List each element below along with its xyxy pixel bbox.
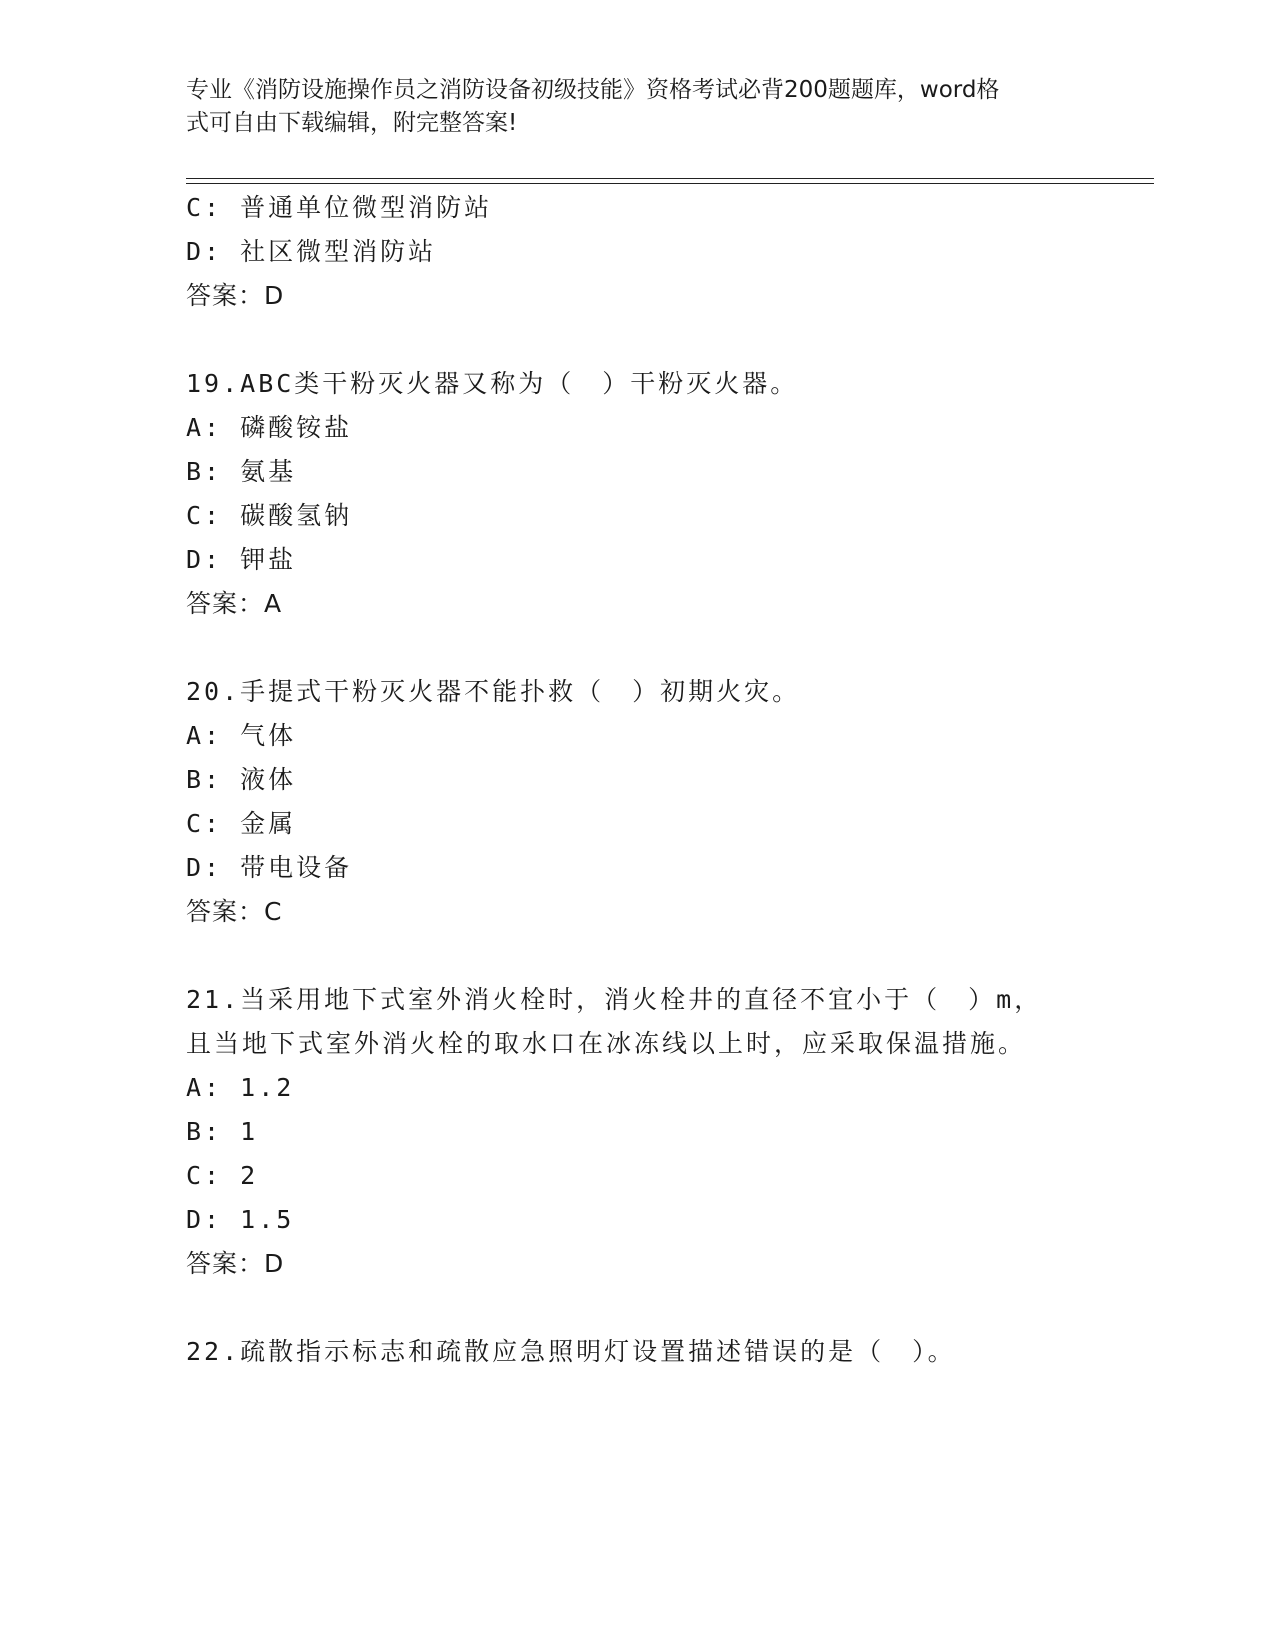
q20-option-d: D: 带电设备	[186, 853, 353, 882]
q21-option-d: D: 1.5	[186, 1205, 295, 1234]
q21-question-line-1: 21.当采用地下式室外消火栓时，消火栓井的直径不宜小于（ ）m，	[186, 985, 1043, 1014]
q19-option-d: D: 钾盐	[186, 545, 297, 574]
q21-option-b: B: 1	[186, 1117, 259, 1146]
q20-answer: 答案：C	[186, 897, 283, 926]
q18-option-c: C: 普通单位微型消防站	[186, 193, 493, 222]
document-header	[186, 74, 1086, 140]
header-line-2: 式可自由下载编辑，附完整答案!	[186, 110, 518, 136]
q20-question: 20.手提式干粉灭火器不能扑救（ ）初期火灾。	[186, 677, 801, 706]
q22-question: 22.疏散指示标志和疏散应急照明灯设置描述错误的是（ ）。	[186, 1337, 956, 1366]
q19-option-c: C: 碳酸氢钠	[186, 501, 353, 530]
q20-option-c: C: 金属	[186, 809, 297, 838]
q19-answer: 答案：A	[186, 589, 283, 618]
q21-option-c: C: 2	[186, 1161, 259, 1190]
q19-option-b: B: 氨基	[186, 457, 297, 486]
q21-option-a: A: 1.2	[186, 1073, 295, 1102]
q19-question: 19.ABC类干粉灭火器又称为（ ）干粉灭火器。	[186, 369, 799, 398]
q21-answer: 答案：D	[186, 1249, 285, 1278]
q20-option-b: B: 液体	[186, 765, 297, 794]
header-line-1: 专业《消防设施操作员之消防设备初级技能》资格考试必背200题题库，word格	[186, 77, 1000, 103]
q18-answer: 答案：D	[186, 281, 285, 310]
q18-option-d: D: 社区微型消防站	[186, 237, 437, 266]
q20-option-a: A: 气体	[186, 721, 297, 750]
q21-question-line-2: 且当地下式室外消火栓的取水口在冰冻线以上时，应采取保温措施。	[186, 1029, 1027, 1058]
header-divider-top	[186, 178, 1154, 179]
q19-option-a: A: 磷酸铵盐	[186, 413, 353, 442]
header-divider-bottom	[186, 183, 1154, 184]
